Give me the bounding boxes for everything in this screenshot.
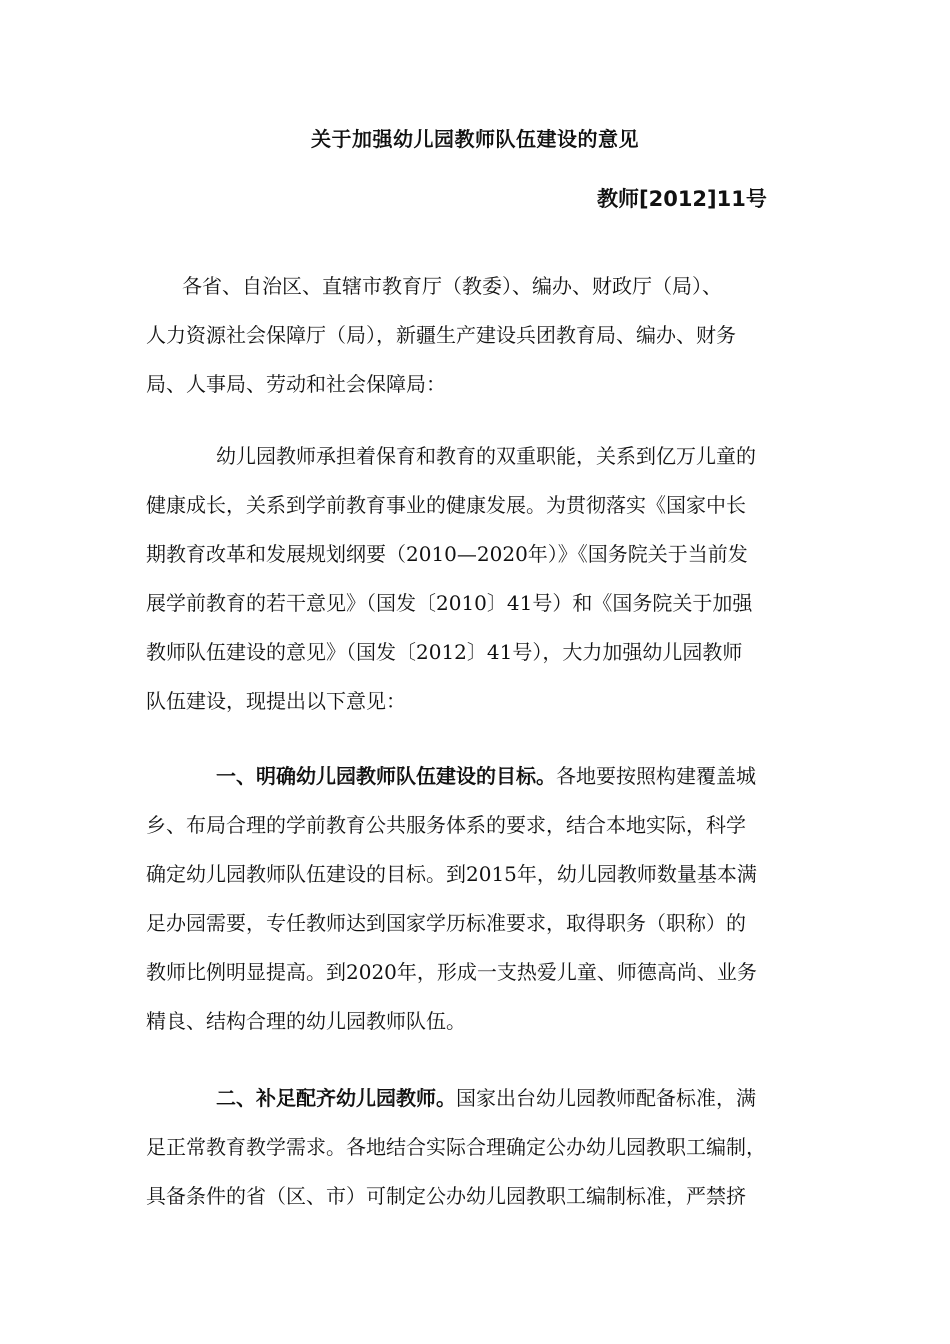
section-1-line: 教师比例明显提高。到2020年，形成一支热爱儿童、师德高尚、业务 bbox=[146, 960, 757, 984]
intro-line: 展学前教育的若干意见》（国发〔2010〕41号）和《国务院关于加强 bbox=[146, 591, 753, 615]
intro-line: 队伍建设，现提出以下意见： bbox=[146, 689, 406, 713]
salutation-line: 人力资源社会保障厅（局），新疆生产建设兵团教育局、编办、财务 bbox=[146, 323, 736, 347]
intro-line: 健康成长，关系到学前教育事业的健康发展。为贯彻落实《国家中长 bbox=[146, 493, 746, 517]
section-1-first-line bbox=[146, 752, 806, 801]
section-2-text: 国家出台幼儿园教师配备标准，满 bbox=[456, 1086, 756, 1110]
salutation-line: 局、人事局、劳动和社会保障局： bbox=[146, 372, 446, 396]
intro-line: 幼儿园教师承担着保育和教育的双重职能，关系到亿万儿童的 bbox=[216, 444, 756, 468]
intro-paragraph bbox=[146, 432, 806, 726]
section-1-text: 各地要按照构建覆盖城 bbox=[556, 764, 756, 788]
section-1-line: 确定幼儿园教师队伍建设的目标。到2015年，幼儿园教师数量基本满 bbox=[146, 862, 757, 886]
salutation-line: 各省、自治区、直辖市教育厅（教委）、编办、财政厅（局）、 bbox=[182, 274, 722, 298]
section-2-heading: 二、补足配齐幼儿园教师。 bbox=[216, 1086, 456, 1110]
section-2-paragraph bbox=[146, 1074, 806, 1221]
section-1-heading: 一、明确幼儿园教师队伍建设的目标。 bbox=[216, 764, 556, 788]
section-1-paragraph bbox=[146, 752, 806, 1046]
document-title: 关于加强幼儿园教师队伍建设的意见 bbox=[311, 127, 639, 151]
document-number: 教师[2012]11号 bbox=[597, 187, 767, 211]
intro-line: 期教育改革和发展规划纲要（2010—2020年）》《国务院关于当前发 bbox=[146, 542, 748, 566]
salutation-paragraph bbox=[146, 262, 806, 409]
section-1-line: 精良、结构合理的幼儿园教师队伍。 bbox=[146, 1009, 466, 1033]
section-2-line: 具备条件的省（区、市）可制定公办幼儿园教职工编制标准，严禁挤 bbox=[146, 1184, 746, 1208]
section-1-line: 足办园需要，专任教师达到国家学历标准要求，取得职务（职称）的 bbox=[146, 911, 746, 935]
section-1-line: 乡、布局合理的学前教育公共服务体系的要求，结合本地实际，科学 bbox=[146, 813, 746, 837]
section-2-first-line bbox=[146, 1074, 806, 1123]
intro-line: 教师队伍建设的意见》（国发〔2012〕41号），大力加强幼儿园教师 bbox=[146, 640, 743, 664]
section-2-line: 足正常教育教学需求。各地结合实际合理确定公办幼儿园教职工编制， bbox=[146, 1135, 766, 1159]
